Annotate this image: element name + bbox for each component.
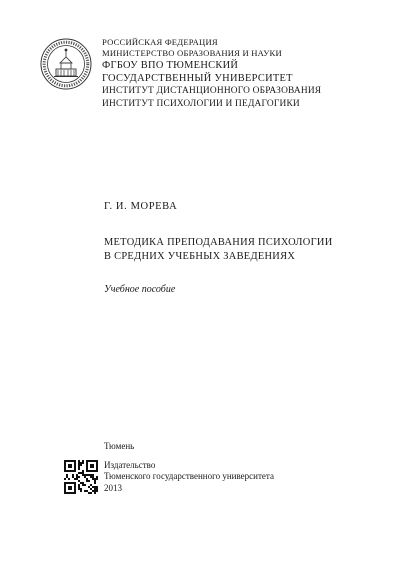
university-line-2: ГОСУДАРСТВЕННЫЙ УНИВЕРСИТЕТ [102,73,293,84]
university-line-1: ФГБОУ ВПО ТЮМЕНСКИЙ [102,60,239,71]
imprint-publisher [104,460,394,494]
book-title-line-1: МЕТОДИКА ПРЕПОДАВАНИЯ ПСИХОЛОГИИ [104,237,333,248]
book-title [104,236,394,263]
ministry-line: МИНИСТЕРСТВО ОБРАЗОВАНИЯ И НАУКИ [102,48,282,58]
institute-line-1: ИНСТИТУТ ДИСТАНЦИОННОГО ОБРАЗОВАНИЯ [102,86,322,96]
qr-code-icon [64,460,98,494]
author-name: Г. И. МОРЕВА [104,201,178,212]
institute-line-2: ИНСТИТУТ ПСИХОЛОГИИ И ПЕДАГОГИКИ [102,99,300,109]
publisher-line-1: Издательство [104,460,156,470]
book-title-line-2: В СРЕДНИХ УЧЕБНЫХ ЗАВЕДЕНИЯХ [104,250,296,262]
imprint-city: Тюмень [104,441,135,451]
header-block [102,37,392,111]
book-subtitle: Учебное пособие [104,284,176,295]
publication-year: 2013 [104,482,122,493]
publisher-line-2: Тюменского государственного университета [104,471,274,482]
country-line: РОССИЙСКАЯ ФЕДЕРАЦИЯ [102,37,218,47]
university-seal-icon [40,38,92,90]
